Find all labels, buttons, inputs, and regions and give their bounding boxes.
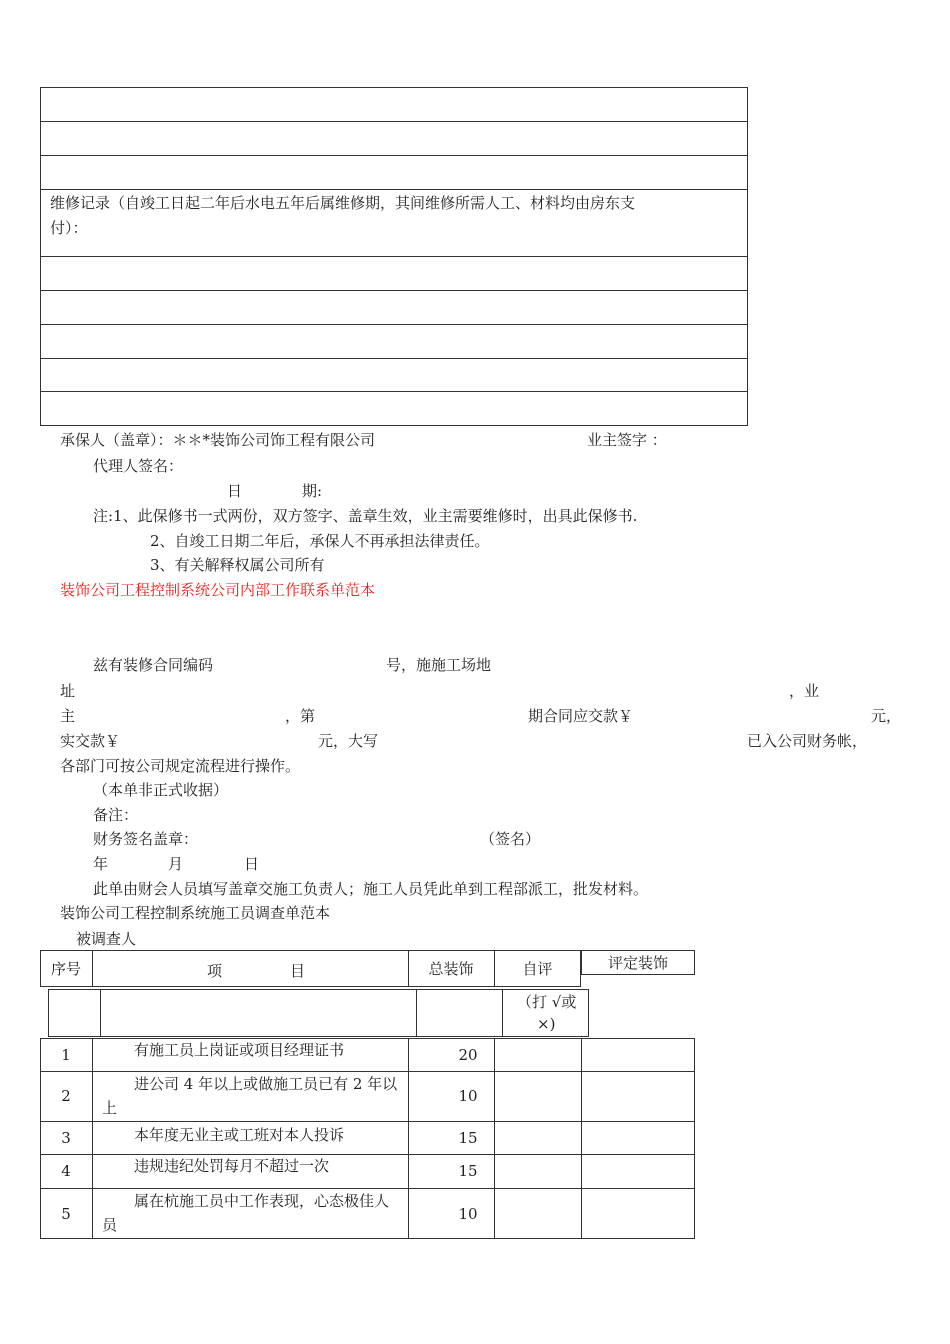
- row-3-item: 本年度无业主或工班对本人投诉: [134, 1126, 345, 1144]
- finance-sign-label: 财务签名盖章：: [93, 830, 199, 848]
- date-label-period: 期:: [302, 482, 323, 500]
- table-row-divider: [40, 189, 748, 190]
- date-label-day: 日: [227, 482, 243, 500]
- contract-line-2a: 址: [60, 682, 76, 700]
- table-row-divider: [40, 358, 748, 359]
- header-self-eval: 自评: [522, 960, 553, 978]
- table-row-divider: [40, 1121, 695, 1122]
- column-divider: [100, 989, 101, 1037]
- surveyed-person-label: 被调查人: [76, 930, 137, 948]
- header-rating: 评定装饰: [607, 954, 668, 972]
- table-row-divider: [40, 155, 748, 156]
- column-divider: [502, 989, 503, 1037]
- mark-hint-b: ×): [537, 1015, 556, 1033]
- note-3: 3、有关解释权属公司所有: [150, 556, 325, 574]
- row-4-score: 15: [458, 1162, 478, 1180]
- table-row-divider: [40, 256, 748, 257]
- row-4-item: 违规违纪处罚每月不超过一次: [134, 1157, 330, 1175]
- survey-subheader-row: [48, 989, 589, 1037]
- note-1: 注:1、此保修书一式两份，双方签字、盖章生效，业主需要维修时，出具此保修书.: [93, 507, 638, 525]
- instruction-text: 此单由财会人员填写盖章交施工负责人；施工人员凭此单到工程部派工，批发材料。: [93, 880, 649, 898]
- date-year: 年: [93, 855, 109, 873]
- row-1-item: 有施工员上岗证或项目经理证书: [134, 1041, 345, 1059]
- row-4-no: 4: [61, 1162, 71, 1180]
- maintenance-header: 维修记录（自竣工日起二年后水电五年后属维修期，其间维修所需人工、材料均由房东支: [50, 194, 636, 212]
- contract-line-2b: ，业: [789, 682, 820, 700]
- maintenance-header-cont: 付）：: [50, 219, 88, 237]
- survey-title: 装饰公司工程控制系统施工员调查单范本: [60, 904, 331, 922]
- date-day: 日: [244, 855, 260, 873]
- column-divider: [92, 950, 93, 987]
- contract-line-4b: 元，大写: [318, 732, 379, 750]
- row-3-score: 15: [458, 1128, 478, 1147]
- date-month: 月: [168, 855, 184, 873]
- contract-line-1a: 兹有装修合同编码: [93, 656, 214, 674]
- row-3-no: 3: [61, 1128, 71, 1147]
- table-row-divider: [40, 391, 748, 392]
- table-row-divider: [40, 121, 748, 122]
- header-total: 总装饰: [428, 960, 474, 978]
- row-1-score: 20: [458, 1045, 478, 1064]
- row-5-score: 10: [458, 1204, 478, 1223]
- contract-line-3c: 期合同应交款￥: [528, 707, 634, 725]
- contract-line-4c: 已入公司财务帐，: [747, 732, 868, 750]
- column-divider: [408, 1038, 409, 1239]
- row-2-item: 进公司 4 年以上或做施工员已有 2 年以上: [102, 1075, 398, 1117]
- row-1-no: 1: [61, 1045, 71, 1064]
- row-5-item: 属在杭施工员中工作表现，心态极佳人员: [102, 1192, 390, 1234]
- signature-label: （签名）: [480, 830, 541, 848]
- row-2-score: 10: [458, 1087, 478, 1105]
- contract-line-1b: 号，施施工场地: [386, 656, 492, 674]
- contract-line-5: 各部门可按公司规定流程进行操作。: [60, 757, 301, 775]
- remarks-label: 备注：: [93, 806, 139, 824]
- agent-sign-label: 代理人签名：: [93, 457, 184, 475]
- header-item-b: 目: [290, 962, 306, 980]
- column-divider: [581, 1038, 582, 1239]
- guarantor-label: 承保人（盖章）：＊＊*装饰公司饰工程有限公司: [60, 431, 376, 449]
- mark-hint-a: （打 √或: [517, 993, 577, 1011]
- note-2: 2、自竣工日期二年后，承保人不再承担法律责任。: [150, 532, 490, 550]
- table-row-divider: [40, 290, 748, 291]
- header-no: 序号: [50, 960, 81, 978]
- contract-line-4a: 实交款￥: [60, 732, 121, 750]
- contract-line-3b: ，第: [285, 707, 316, 725]
- contract-line-3a: 主: [60, 707, 76, 725]
- column-divider: [416, 989, 417, 1037]
- row-5-no: 5: [61, 1204, 71, 1223]
- receipt-note: （本单非正式收据）: [93, 781, 229, 799]
- contract-line-3d: 元，: [871, 707, 902, 725]
- header-item-a: 项: [207, 962, 223, 980]
- table-row-divider: [40, 324, 748, 325]
- owner-sign-label: 业主签字 ：: [587, 431, 667, 449]
- row-2-no: 2: [61, 1087, 71, 1105]
- contact-form-title: 装饰公司工程控制系统公司内部工作联系单范本: [60, 581, 376, 599]
- column-divider: [92, 1038, 93, 1239]
